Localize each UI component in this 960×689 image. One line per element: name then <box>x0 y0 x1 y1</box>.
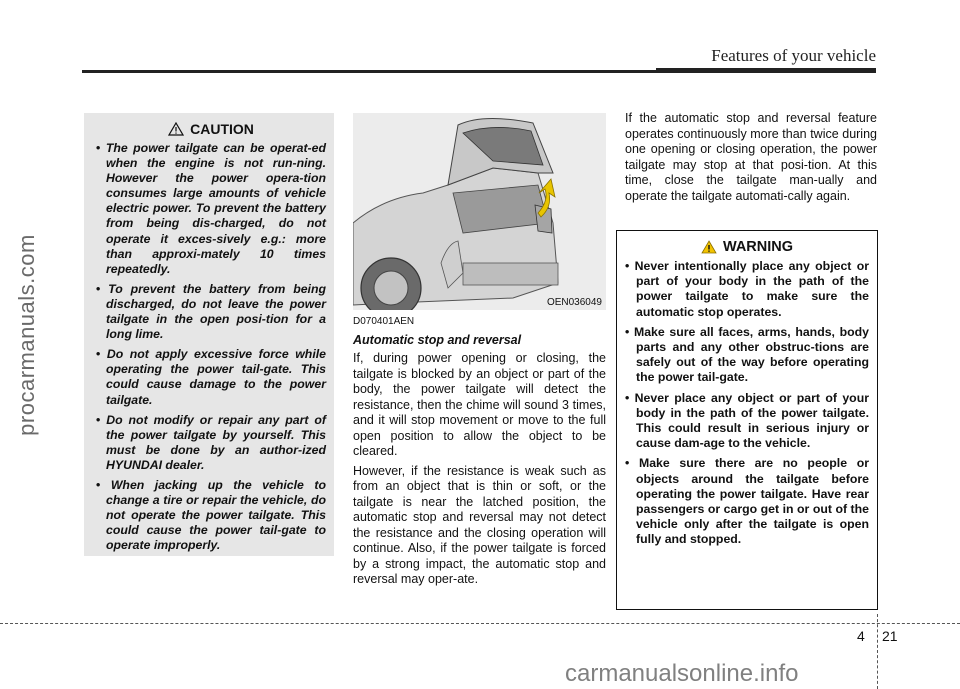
section-paragraph-continued: If the automatic stop and reversal feature operates continuously more than twice during one opening or closing operation, the power tailgate may stop at that posi-tion. At this time, close the tailgate man-ually and operate the tailgate automati-cally again. <box>625 111 877 203</box>
caution-item: • The power tailgate can be operat-ed when the engine is not run-ning. However the power opera-tion consumes large amounts of vehicle electric power. To prevent the battery from being dis-charged, do not operate it exces-sively e.g.: more than approxi-mately 10 times repeatedly. <box>96 141 326 277</box>
warning-item: • Make sure all faces, arms, hands, body parts and any other obstruc-tions are safely out of the way before operating the power tail-gate. <box>625 325 869 386</box>
caution-item: • When jacking up the vehicle to change a tire or repair the vehicle, do not operate the power tailgate. This could cause the power tail-gate to operate improperly. <box>96 478 326 553</box>
image-code: OEN036049 <box>546 297 602 308</box>
section-title: Automatic stop and reversal <box>353 333 522 347</box>
section-paragraph: However, if the resistance is weak such as from an object that is thin or soft, or the tailgate is near the latched position, the automatic stop and reversal may not detect the resistance and the closing operation will continue. Also, if the power tailgate is forced by a strong impact, the automatic stop and reversal may oper-ate. <box>353 463 606 586</box>
bottom-watermark: carmanualsonline.info <box>565 660 799 687</box>
caution-item: • To prevent the battery from being discharged, do not leave the power tailgate in the open posi-tion for a long lime. <box>96 282 326 342</box>
header-title: Features of your vehicle <box>711 46 876 65</box>
suv-open-tailgate-illustration <box>353 113 606 310</box>
warning-header <box>625 239 869 255</box>
warning-item: • Make sure there are no people or objects around the tailgate before operating the power tailgate. Have rear passengers or cargo get in or out of the vehicle only after the tailgate is open fully and stopped. <box>625 456 869 547</box>
warning-triangle-icon <box>701 240 717 254</box>
caution-triangle-icon <box>168 122 184 136</box>
right-column-text <box>625 111 877 204</box>
header-rule-accent <box>656 68 876 73</box>
footer-rule <box>0 623 960 624</box>
side-watermark: procarmanuals.com <box>14 234 39 436</box>
warning-list <box>625 259 869 548</box>
page-number: 21 <box>882 628 898 644</box>
caution-title: CAUTION <box>190 121 254 137</box>
section-code: D070401AEN <box>353 316 415 327</box>
page-divider <box>877 614 878 689</box>
caution-list <box>96 141 326 553</box>
warning-item: • Never place any object or part of your body in the path of the power tailgate. This could result in serious injury or cause dam-age to the vehicle. <box>625 391 869 452</box>
section-paragraph: If, during power opening or closing, the tailgate is blocked by an object or part of the body, the power tailgate will detect the resistance, then the chime will sound 3 times, and it will stop movement or move to the full open position to allow the object to be cleared. <box>353 351 606 458</box>
caution-item: • Do not modify or repair any part of the power tailgate by yourself. This must be done by an author-ized HYUNDAI dealer. <box>96 413 326 473</box>
warning-item: • Never intentionally place any object or part of your body in the path of the power tailgate to make sure the automatic stop operates. <box>625 259 869 320</box>
warning-title: WARNING <box>722 239 794 255</box>
caution-header <box>96 121 326 137</box>
warning-box <box>616 230 878 610</box>
caution-box <box>84 113 334 556</box>
chapter-number: 4 <box>857 628 865 644</box>
tailgate-photo <box>353 113 606 310</box>
section-body <box>353 316 606 592</box>
caution-item: • Do not apply excessive force while operating the power tail-gate. This could cause damage to the power tailgate. <box>96 347 326 407</box>
